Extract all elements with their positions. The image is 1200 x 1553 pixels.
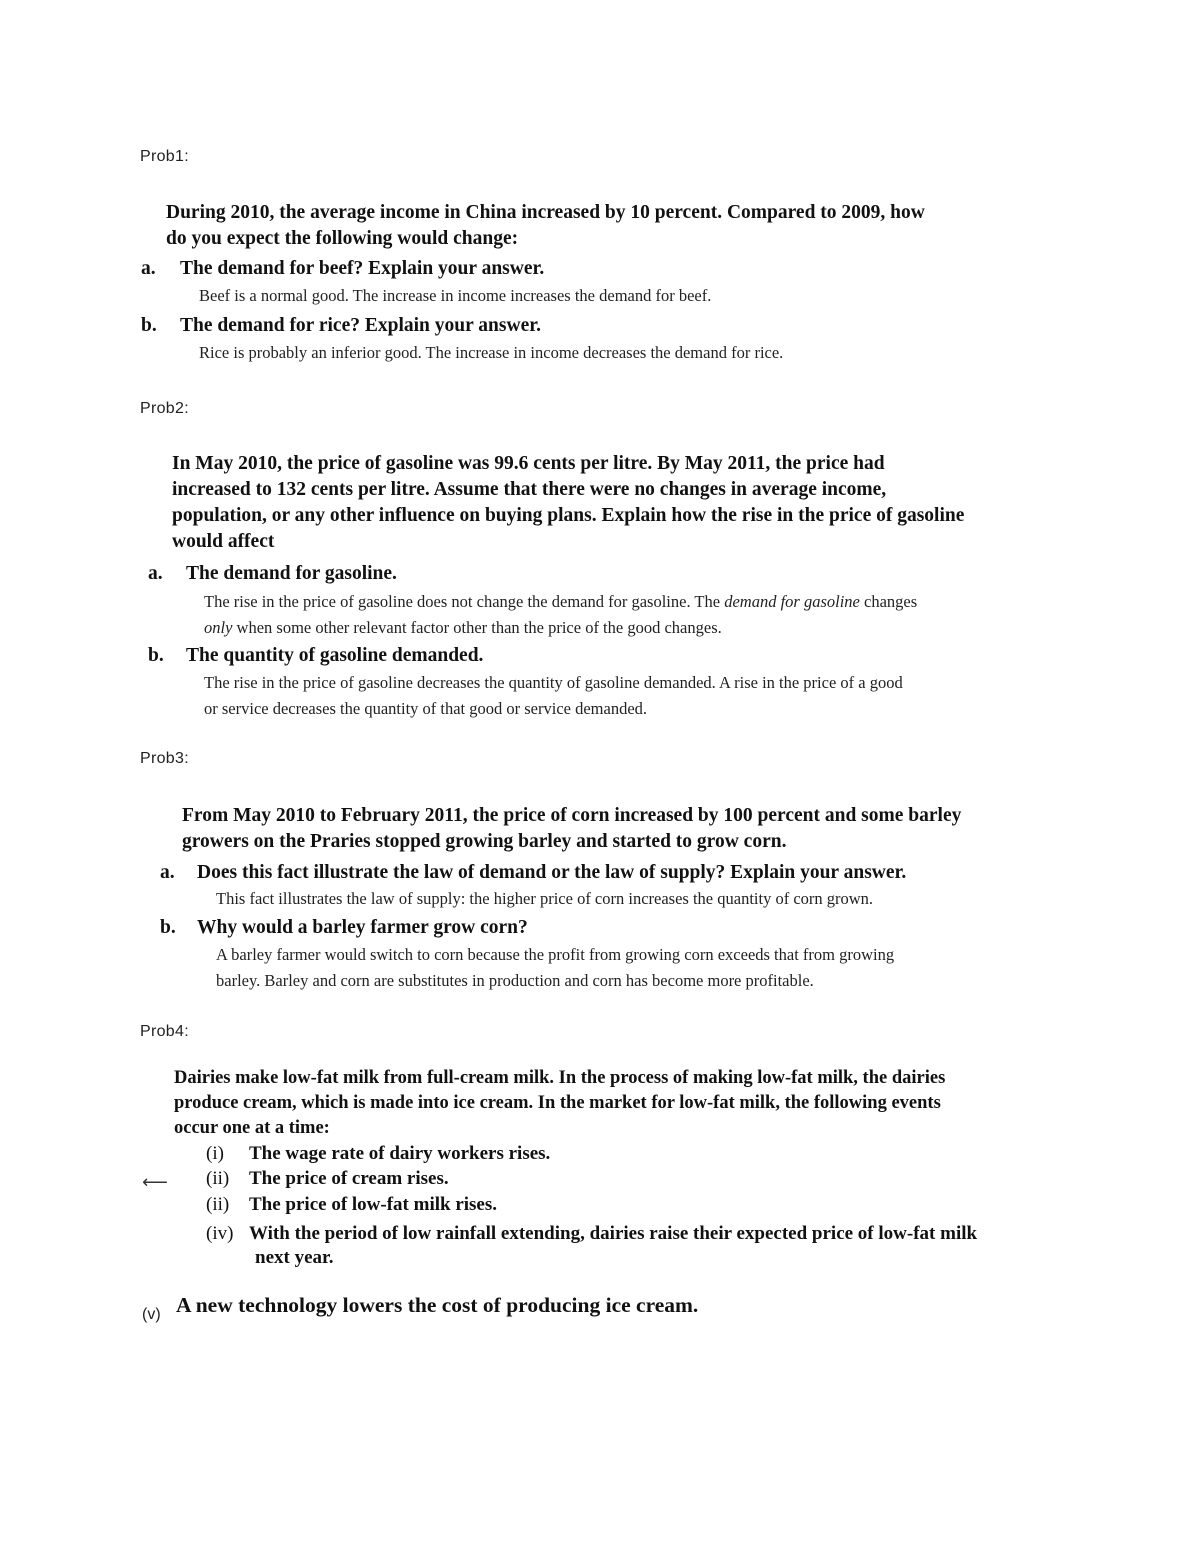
prob2-question-line: would affect	[172, 531, 275, 552]
prob4-question-line: Dairies make low-fat milk from full-cream milk. In the process of making low-fat milk, the dairies	[174, 1068, 946, 1088]
prob2-a-marker: a.	[148, 563, 163, 584]
prob2-b-question: The quantity of gasoline demanded.	[186, 645, 484, 666]
prob2-question-line: increased to 132 cents per litre. Assume that there were no changes in average income,	[172, 479, 887, 500]
prob3-b-answer	[216, 942, 894, 994]
prob2-question	[172, 451, 964, 555]
prob1-b-question: The demand for rice? Explain your answer.	[180, 315, 541, 336]
prob4-event-numeral: (ii)	[206, 1168, 230, 1189]
prob2-question-line: population, or any other influence on buying plans. Explain how the rise in the price of gasoline	[172, 505, 965, 526]
prob2-b-marker: b.	[148, 645, 164, 666]
prob4-question-line: produce cream, which is made into ice cream. In the market for low-fat milk, the following events	[174, 1093, 941, 1113]
handwritten-arrow-icon: ⟵	[142, 1172, 168, 1193]
answer-line: barley. Barley and corn are substitutes in production and corn has become more profitable.	[216, 971, 814, 990]
prob4-event-text: The price of low-fat milk rises.	[249, 1194, 498, 1215]
prob1-b-marker: b.	[141, 315, 157, 336]
prob3-b-question: Why would a barley farmer grow corn?	[197, 917, 528, 938]
prob3-a-answer: This fact illustrates the law of supply: the higher price of corn increases the quantity of corn grown.	[216, 889, 874, 908]
prob2-a-question: The demand for gasoline.	[186, 563, 397, 584]
prob3-question-line: growers on the Praries stopped growing barley and started to grow corn.	[182, 831, 787, 852]
prob3-question-line: From May 2010 to February 2011, the price of corn increased by 100 percent and some barley	[182, 805, 962, 826]
answer-line: A barley farmer would switch to corn because the profit from growing corn exceeds that from growing	[216, 945, 895, 964]
prob3-a-marker: a.	[160, 862, 175, 883]
prob2-label: Prob2:	[140, 400, 189, 417]
prob4-question	[174, 1066, 945, 1141]
prob4-event-line: next year.	[255, 1247, 334, 1268]
prob4-event-text	[249, 1222, 977, 1270]
prob3-question	[182, 803, 961, 855]
prob4-extra-text: A new technology lowers the cost of producing ice cream.	[176, 1293, 699, 1317]
answer-text: when some other relevant factor other than the price of the good changes.	[232, 618, 722, 637]
prob4-event-line: With the period of low rainfall extending, dairies raise their expected price of low-fat milk	[249, 1223, 978, 1244]
prob4-event-numeral: (i)	[206, 1143, 224, 1164]
answer-line: The rise in the price of gasoline decreases the quantity of gasoline demanded. A rise in the price of a good	[204, 673, 903, 692]
prob1-label: Prob1:	[140, 148, 189, 165]
prob4-question-line: occur one at a time:	[174, 1118, 330, 1138]
prob3-label: Prob3:	[140, 750, 189, 767]
prob2-b-answer	[204, 670, 903, 722]
prob1-b-answer: Rice is probably an inferior good. The increase in income decreases the demand for rice.	[199, 343, 784, 362]
prob1-a-marker: a.	[141, 258, 156, 279]
prob1-question-line: do you expect the following would change:	[166, 228, 519, 249]
prob1-a-question: The demand for beef? Explain your answer.	[180, 258, 545, 279]
answer-emphasis: demand for gasoline	[724, 592, 860, 611]
prob4-event-numeral: (ii)	[206, 1194, 230, 1215]
prob4-event-numeral: (iv)	[206, 1223, 234, 1244]
prob2-question-line: In May 2010, the price of gasoline was 99.6 cents per litre. By May 2011, the price had	[172, 453, 885, 474]
answer-line: or service decreases the quantity of that good or service demanded.	[204, 699, 648, 718]
prob2-a-answer	[204, 589, 917, 641]
prob2-a-answer-line2	[204, 615, 917, 641]
prob1-question-line: During 2010, the average income in China increased by 10 percent. Compared to 2009, how	[166, 202, 925, 223]
answer-text: changes	[859, 592, 918, 611]
answer-emphasis: only	[204, 618, 233, 637]
prob4-event-text: The wage rate of dairy workers rises.	[249, 1143, 551, 1164]
prob1-a-answer: Beef is a normal good. The increase in income increases the demand for beef.	[199, 286, 712, 305]
prob4-label: Prob4:	[140, 1023, 189, 1040]
answer-text: The rise in the price of gasoline does not change the demand for gasoline. The	[204, 592, 725, 611]
prob4-extra-label: (v)	[142, 1306, 161, 1323]
prob2-a-answer-line1	[204, 589, 917, 615]
prob4-event-text: The price of cream rises.	[249, 1168, 449, 1189]
prob3-a-question: Does this fact illustrate the law of demand or the law of supply? Explain your answer.	[197, 862, 907, 883]
prob1-question	[166, 200, 925, 252]
prob3-b-marker: b.	[160, 917, 176, 938]
